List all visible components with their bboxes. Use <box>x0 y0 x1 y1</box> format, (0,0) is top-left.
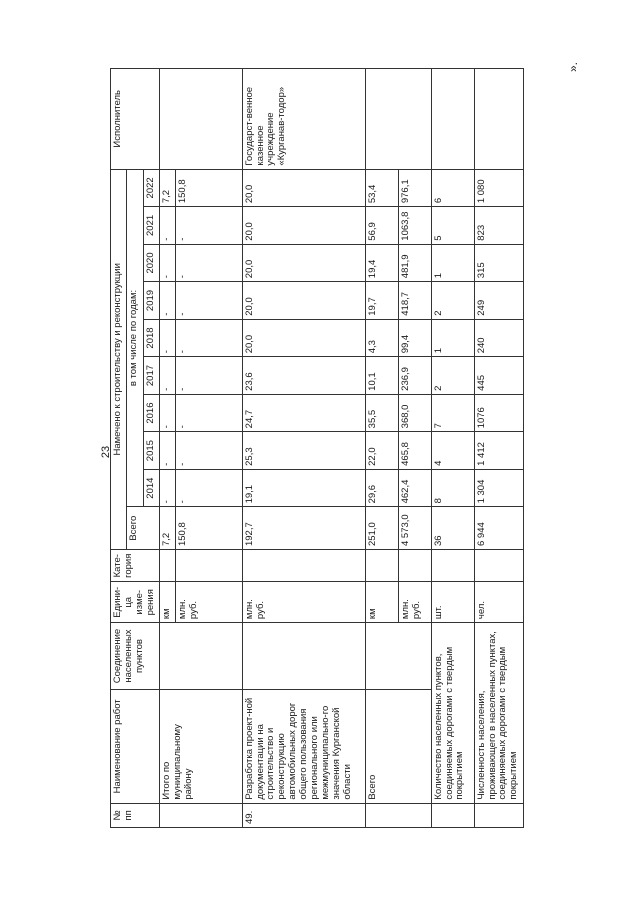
cell-year: 1 <box>431 319 474 357</box>
cell-year: 418,7 <box>398 282 431 320</box>
cell-year: - <box>175 394 242 432</box>
header-category: Кате-гория <box>111 550 160 582</box>
table-rotated-content <box>110 68 560 828</box>
cell-year: 1 <box>431 244 474 282</box>
cell-year: - <box>159 469 175 507</box>
cell-year: 1063,8 <box>398 207 431 245</box>
table-row <box>365 69 398 828</box>
cell-name: Численность населения, проживающего в населенных пунктах, соединяемых дорогами с твердым покрытием <box>474 623 523 804</box>
cell-year: 368,0 <box>398 394 431 432</box>
cell-year: 4,3 <box>365 319 398 357</box>
cell-category <box>398 550 431 582</box>
cell-year: 53,4 <box>365 169 398 207</box>
cell-year: 5 <box>431 207 474 245</box>
cell-num <box>474 803 523 827</box>
cell-year: - <box>159 244 175 282</box>
cell-total: 192,7 <box>242 507 365 550</box>
cell-year: - <box>159 319 175 357</box>
cell-year: - <box>175 469 242 507</box>
cell-executor <box>365 69 431 170</box>
cell-unit: шт. <box>431 582 474 623</box>
cell-year: - <box>159 432 175 470</box>
cell-year: 8 <box>431 469 474 507</box>
cell-total: 7,2 <box>159 507 175 550</box>
header-num: № пп <box>111 803 160 827</box>
header-executor: Исполнитель <box>111 69 160 170</box>
cell-year: 2 <box>431 357 474 395</box>
cell-year: 249 <box>474 282 523 320</box>
header-name: Наименование работ <box>111 690 160 804</box>
cell-year: 7 <box>431 394 474 432</box>
cell-year: - <box>175 207 242 245</box>
header-connection: Соединение населенных пунктов <box>111 623 160 690</box>
cell-year: 445 <box>474 357 523 395</box>
header-year: 2021 <box>143 207 159 245</box>
cell-year: 465,8 <box>398 432 431 470</box>
header-year: 2018 <box>143 319 159 357</box>
cell-num: 49. <box>242 803 365 827</box>
cell-category <box>159 550 175 582</box>
cell-executor <box>474 69 523 170</box>
cell-total: 4 573,0 <box>398 507 431 550</box>
cell-executor <box>159 69 242 170</box>
cell-total: 150,8 <box>175 507 242 550</box>
table-row <box>474 69 523 828</box>
cell-year: 4 <box>431 432 474 470</box>
cell-year: 20,0 <box>242 319 365 357</box>
cell-total: 6 944 <box>474 507 523 550</box>
header-unit: Едини-ца изме-рения <box>111 582 160 623</box>
cell-total: 36 <box>431 507 474 550</box>
cell-year: 19,7 <box>365 282 398 320</box>
cell-year: 24,7 <box>242 394 365 432</box>
cell-year: 23,6 <box>242 357 365 395</box>
cell-year: 25,3 <box>242 432 365 470</box>
page-number: 23 <box>100 445 112 459</box>
header-year: 2015 <box>143 432 159 470</box>
cell-executor <box>431 69 474 170</box>
construction-plan-table <box>110 68 524 828</box>
cell-executor: Государст-венное казенное учреждение «Курганав-тодор» <box>242 69 365 170</box>
cell-year: 29,6 <box>365 469 398 507</box>
cell-year: - <box>159 357 175 395</box>
cell-unit: млн. руб. <box>175 582 242 623</box>
cell-year: 481,9 <box>398 244 431 282</box>
header-year: 2022 <box>143 169 159 207</box>
cell-num <box>365 803 431 827</box>
header-year: 2017 <box>143 357 159 395</box>
cell-year: 823 <box>474 207 523 245</box>
header-row-1 <box>111 69 127 828</box>
header-year: 2016 <box>143 394 159 432</box>
cell-connection <box>365 623 431 690</box>
table-rotation-frame <box>110 68 560 828</box>
cell-category <box>175 550 242 582</box>
cell-unit: чел. <box>474 582 523 623</box>
cell-year: 19,1 <box>242 469 365 507</box>
cell-name: Разработка проект-ной документации на строительство и реконструкцию автомобильных дорог общего пользования регионального или межмуниципально-го значения Курганской области <box>242 690 365 804</box>
cell-total: 251,0 <box>365 507 398 550</box>
cell-name: Итого по муниципальному району <box>159 690 242 804</box>
cell-year: 2 <box>431 282 474 320</box>
cell-year: 150,8 <box>175 169 242 207</box>
table-row <box>431 69 474 828</box>
header-year: 2019 <box>143 282 159 320</box>
cell-year: 20,0 <box>242 244 365 282</box>
cell-year: 19,4 <box>365 244 398 282</box>
cell-year: 22,0 <box>365 432 398 470</box>
closing-mark: ». <box>566 61 580 72</box>
table-row <box>242 69 365 828</box>
cell-year: 20,0 <box>242 282 365 320</box>
cell-year: 6 <box>431 169 474 207</box>
cell-year: - <box>175 244 242 282</box>
cell-name: Всего <box>365 690 431 804</box>
cell-category <box>431 550 474 582</box>
cell-year: - <box>175 432 242 470</box>
cell-year: 1076 <box>474 394 523 432</box>
header-planned: Намечено к строительству и реконструкции <box>111 169 127 549</box>
cell-year: 315 <box>474 244 523 282</box>
header-by-years: в том числе по годам: <box>126 169 143 507</box>
cell-year: 7,2 <box>159 169 175 207</box>
cell-year: - <box>175 282 242 320</box>
cell-connection <box>159 623 242 690</box>
cell-year: 10,1 <box>365 357 398 395</box>
cell-num <box>431 803 474 827</box>
cell-year: - <box>159 282 175 320</box>
cell-year: 20,0 <box>242 207 365 245</box>
cell-unit: млн. руб. <box>398 582 431 623</box>
cell-year: 99,4 <box>398 319 431 357</box>
cell-year: 236,9 <box>398 357 431 395</box>
cell-unit: км <box>365 582 398 623</box>
table-row <box>159 69 175 828</box>
cell-category <box>474 550 523 582</box>
cell-year: 1 080 <box>474 169 523 207</box>
cell-year: 20,0 <box>242 169 365 207</box>
cell-name: Количество населенных пунктов, соединяемых дорогами с твердым покрытием <box>431 623 474 804</box>
cell-year: 240 <box>474 319 523 357</box>
header-total: Всего <box>126 507 159 550</box>
cell-year: - <box>159 207 175 245</box>
cell-year: 462,4 <box>398 469 431 507</box>
cell-year: 1 304 <box>474 469 523 507</box>
cell-category <box>242 550 365 582</box>
cell-year: 1 412 <box>474 432 523 470</box>
cell-year: 976,1 <box>398 169 431 207</box>
cell-unit: млн. руб. <box>242 582 365 623</box>
cell-year: - <box>175 357 242 395</box>
cell-year: - <box>159 394 175 432</box>
header-year: 2014 <box>143 469 159 507</box>
cell-connection <box>242 623 365 690</box>
cell-category <box>365 550 398 582</box>
cell-year: 56,9 <box>365 207 398 245</box>
cell-year: 35,5 <box>365 394 398 432</box>
header-year: 2020 <box>143 244 159 282</box>
cell-num <box>159 803 242 827</box>
cell-year: - <box>175 319 242 357</box>
cell-unit: км <box>159 582 175 623</box>
